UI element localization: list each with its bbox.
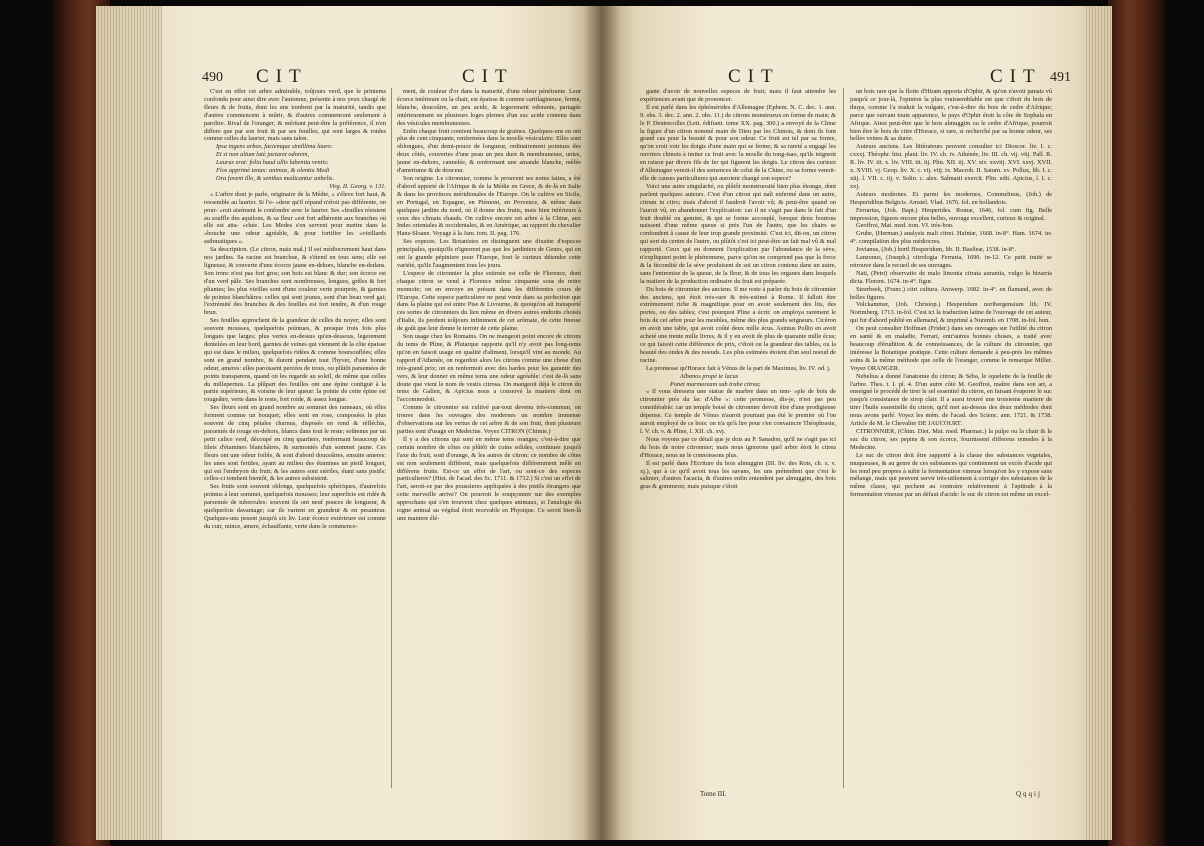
paragraph: Son origine. Le citronnier, comme le prouvent ses noms latins, a été d'abord apporté de l'Afrique & de la Médie en Grece, & de-là en Italie & dans les provinces méridionales de l'Europe. On le cultive en Sicile, en Portugal, en Espagne, en Piémont, en Provence, & même dans quelques jardins du nord, où il donne des fruits, mais bien inférieurs à ceux des climats chauds. On cultive encore cet arbre à la Chine, aux Indes orientales & occidentales, & en Amérique, au rapport du chevalier Hans-Sloane. Voyage à la Jam. tom. II. pag. 176. — [397, 174, 581, 238]
footer-volume: Tome III. — [700, 790, 727, 798]
paragraph: Nebelius a donné l'anatomie du citron; & Seba, le squelette de la feuille de l'arbre. Thes. t. I. pl. 4. D'un autre côté M. Geoffroi, maître dans son art, a enseigné le procédé de tirer le sel essentiel du citron, en faisant évaporer le suc jusqu'à consistance de sirop clair. Il a aussi trouvé une troisieme maniere de tirer l'huile essentielle du citron, qu'il met au-dessus des deux méthodes dont nous avons parlé. Voyez les mém. de l'acad. des Scienc. ann. 1721. & 1738. Article de M. le Chevalier DE JAUCOURT. — [850, 372, 1052, 428]
bibliography-entry: Ferrarius, (Joh. Bapt.) Hesperides. Romæ, 1646, fol. cum fig. Belle impression, figures encore plus belles, ouvrage excellent, curieux & original. — [850, 206, 1052, 222]
bibliography-entry: Jovianus, (Joh.) hortl Hesperidum, lib. II. Basileæ, 1538. in-8°. — [856, 246, 1017, 254]
paragraph: « Il vous dressera une statue de marbre dans un tem- »ple de bois de citronnier près du lac d'Albe »: cette promesse, dis-je, n'est pas peu considérable: car un temple boisé de citronnier devoit être d'une prodigieuse dépense. Ce temple de Vénus n'auroit pourtant pas été le premier où l'on auroit employé de ce bois: on n'a qu'à lire pour s'en convaincre Théophraste, l. V. ch. v. & Pline, l. XII. ch. xvj. — [640, 388, 836, 435]
paragraph: Le suc de citron doit être rapporté à la classe des substances vegetales, muqueuses, & au genre de ces substances qui contiennent un excès d'acide qui les rend peu propres à subir la fermentation vineuse lorsqu'on les y expose sans mélange, mais qui peuvent servir très-utilement à corriger des substances de la même classe, qui pechent au contraire relativement à l'aptitude à la fermentation vineuse par un défaut d'acide: le suc de citron est même un excel- — [850, 451, 1052, 499]
page-stack-edge-right — [1084, 6, 1112, 840]
verse-line: Et si non alium latè jactaret odorem, — [216, 151, 310, 159]
paragraph: Ses fruits sont souvent oblongs, quelquefois sphériques, d'autrefois pointus à leur sommet, quelquefois mousses; leur superficie est ridée & parsemée de tubercules: souvent ils ont neuf pouces de longueur, & quelquefois davantage; car ils varient en grandeur & en pesanteur. Quelques-uns pesent jusqu'à six liv. Leur écorce extérieure est comme du cuir, mince, amere, échauffante, verte dans le commence- — [204, 483, 386, 530]
paragraph: Enfin chaque fruit contient beaucoup de graines. Quelques-uns en ont plus de cent cinquante, renfermées dans la moelle vésiculaire. Elles sont oblongues, d'un demi-pouce de longueur, ordinairement pointues des deux côtés, couvertes d'une peau un peu dure & membraneuse, unies, jaune en-dehors, cannelée, & renfermant une amande blanche, mêlée d'amertume & de douceur. — [397, 127, 581, 175]
paragraph: ment, de couleur d'or dans la maturité, d'une odeur pénétrante. Leur écorce intérieure ou la chair, est épaisse & comme cartilagineuse, ferme, blanche, douceâtre, un peu acide, & legerement odorante, partagée intérieurement en plusieurs loges pleines d'un suc acide contenu dans des vésicules membraneuses. — [397, 88, 581, 127]
right-page-column-1 — [640, 88, 836, 788]
paragraph: Il est parlé dans les éphémérides d'Allemagne (Ephem. N. C. dec. 1. ann. 9. obs. 3. dec. 2. ann. 2. obs. 11.) de citrons monstrueux en forme de main; & le P. Dentrecolles (Lett. édifiant. tome XX. pag. 300.) a envoyé de la Chine la figure d'un citron nommé main de Dieu par les Chinois, & dont ils font grand cas pour la beauté & pour son odeur. Ce fruit est tel par sa forme, qu'on croit voir les doigts d'une main qui se ferme; & sa rareté a engagé les ouvriers chinois à imiter ce fruit avec la moelle du tong-tsao, qu'ils teignent en raison par divers fils de fer qui figurent les doigts. Le citron des curieux d'Allemagne venoit-il des semences de celui de la Chine, ou sa forme venoit-elle de causes particulieres qui auroient changé son espece? — [640, 103, 836, 182]
right-page-column-2 — [850, 88, 1052, 788]
signature-mark: Qqqij — [1016, 790, 1042, 798]
column-rule-right — [843, 88, 844, 788]
paragraph: CITRONNIER, (Chim. Diet. Mat. med. Pharmac.) la pulpe ou la chair & le suc du citron, ses pepins & son écorce, fournissent differens remedes à la Medecine. — [850, 427, 1052, 451]
bibliography-entry: Nati, (Petri) observatio de malo limonia citrata aurantia, vulgo la bizarria dicta. Florent. 1674. in-4°. figur. — [850, 269, 1052, 285]
paragraph: Ses fleurs sont en grand nombre au sommet des rameaux, où elles forment comme un bouquet; elles sont en rose, composées le plus souvent de cinq pétales charnus, disposés en rond & réfléchis, parsemés de rouge en-dehors, blancs dans tout le reste; soûtenus par un petit calice verd, découpé en cinq quartiers, renfermant beaucoup de filets d'étamines blanchâtres, & surmontés d'un sommet jaune. Ces fleurs ont une odeur foible, & sont d'abord douceâtres, ensuite ameres: les unes sont fertiles, ayant au milieu des étamines un pistil longuet, qui est l'embryon du fruit; & les autres sont stériles, étant sans pistils: celles-ci tombent bientôt, & les autres subsistent. — [204, 404, 386, 483]
paragraph: Il y a des citrons qui sont en même tems oranges; c'est-à-dire que certain nombre de côtes ou plûtôt de coins solides, continues jusqu'à l'axe du fruit, sont d'orange, & les autres de citron: ce nombre de côtes est non seulement différent, mais quelquefois différemment mêlé en différens fruits. Est-ce un effet de l'art, ou sont-ce des especes particulieres? (Hist. de l'acad. des Sc. 1711. & 1712.) Si c'est un effet de l'art, seroit-ce par des poussieres appliquées à des pistils étrangers que cette merveille arrive? On pourroit le soupçonner sur des exemples approchans qui s'en trouvent chez quelques animaux, si l'analogie du regne animal au végétal étoit recevable en Physique. Ce seroit bien-là une maniere élé- — [397, 435, 581, 522]
page-stack-edge-left — [96, 6, 162, 840]
bibliography-entry: Grube, (Herman.) analysis mali citrei. Hafniæ, 1668. in-8°. Ham. 1674. in-4°. compilation des plus médiocres. — [850, 230, 1052, 246]
running-head-left-2: CIT — [462, 66, 514, 87]
running-head-right-1: CIT — [728, 66, 780, 87]
running-head-right-2: CIT — [990, 66, 1042, 87]
verse-line: Laurus erat: folia haud ullis labentia ventis: — [216, 159, 329, 167]
book-gutter — [584, 6, 620, 840]
paragraph: Voici une autre singularité, ou plûtôt monstruosité bien plus étrange, dont parlent quelques auteurs. C'est d'un citron qui naît enfermé dans un autre, citrum in citro; mais d'abord il faudroit l'avoir vû; & peut-être quand on l'auroit vû, en abandonner l'explication: car il ne s'agit pas dans le fait d'un fruit doublé ou geminé, & qui se forme accouplé, lorsque deux boutons naissent d'une même queue si près l'un de l'autre, que les chairs se confondent à cause de leur trop grande proximité. C'est ici, dit-on, un citron qui sort du centre de l'autre, ou plûtôt c'est ici peut-être un fait mal vû & mal rapporté. Ceux qui en donnent l'explication par l'abondance de la séve, n'expliquent point le phénomene, parce qu'on ne comprend pas que la force & la fécondité de la séve produisent de soi un citron contenu dans un autre, sans l'entremise de la queue, de la fleur, & de tous les organes dans lesquels la matiere de la production ordinaire du fruit est préparée. — [640, 182, 836, 285]
running-head-left-1: CIT — [256, 66, 308, 87]
verse-line: Albanos propè te lacus — [680, 372, 739, 380]
paragraph: Auteurs anciens. Les littérateurs peuvent consulter ici Dioscor. liv. I. c. cxxxj. Théophr. hist. plant. liv. IV. ch. iv. Athénée, liv. III. ch. vij. viij. Pall. R. R. liv. IV. tit. x. liv. VIII. tit. iij. Plin. XII. iij. XV. xiv. xxviij. XVI. xxvj. XVII. x. XVIII. vj. Geop. liv. X. c. vij. viij. ix. Macrob. II. Saturn. xv. Pollux, lib. I. c. xiij. l. VII. c. iij. v. Solin. c. alex. Salmasii exercit. Plin. edit. Apicius, l. I. c. xxj. — [850, 143, 1052, 190]
page-number-right: 491 — [1050, 70, 1071, 85]
verse-line: Ora fovent illo, & senibus medicantur anhelis. — [216, 174, 335, 182]
left-page-column-2 — [397, 88, 581, 788]
paragraph: Il est parlé dans l'Ecriture du bois almuggim (III. liv. des Rois, ch. x. v. xj.), qui à ce qu'il avoit tous les savans, les uns prétendent que c'est le salinier, d'autres l'acacia, & d'autres enfin entendent par almuggim, des bois gras & gommeux; mais puisque c'étoit — [640, 459, 836, 491]
paragraph: Nous voyons par ce détail que je dois au P. Sanadon, qu'il ne s'agit pas ici du bois de notre citronnier; mais nous ignorons quel arbre étoit le citrea d'Horace, nous ne le connoissons plus. — [640, 435, 836, 459]
paragraph: gante d'avoir de nouvelles especes de fruit; mais il faut attendre les expériences avant que de prononcer. — [640, 88, 836, 103]
column-rule-left — [391, 88, 392, 788]
bibliography-entry: Lanzonus, (Joseph.) citrologia Ferraria, 1690. in-12. Ce petit traité se retrouve dans le recueil de ses ouvrages. — [850, 254, 1052, 269]
verse-citation: Virg. II. Georg. v. 131. — [329, 182, 386, 190]
book-cover-right — [1108, 0, 1166, 846]
bibliography-entry: Geoffroi, Mat. med. tom. VI. très-bon. — [856, 222, 954, 230]
paragraph: Ses especes. Les Botanistes en distinguent une dixaine d'especes principales, quoiqu'ils n'ignorent pas que les jardiniers de Genes, qui en ont la grande pépiniere pour l'Europe, font le curieux détendre cette variété, qu'ils l'augmentent tous les jours. — [397, 238, 581, 269]
paragraph: Sa description. (Le citron, mais mal.) Il est médiocrement haut dans nos jardins. Sa racine est branchue, & s'étend en tous sens; elle est ligneuse, & couverte d'une écorce jaune en-dehors, blanche en-dedans. Son tronc n'est pas fort gros; son bois est blanc & dur; son écorce est d'un verd pâle. Ses branches sont nombreuses, longues, grêles & fort pliantes; les plus vieilles sont d'une couleur verte pourprée, & garnies de pointes blanchâtres: celles qui sont jeunes, sont d'un beau verd gai; l'extrémité des branches & des feuilles est fort tendre, & d'un rouge brun. — [204, 246, 386, 317]
page-number-left: 490 — [202, 70, 223, 85]
paragraph: Son usage chez les Romains. On ne mangeoit point encore de citrons du tems de Pline, & Plutarque rapporte qu'il n'y avoit pas long-tems qu'on en faisoit usage en qualité d'aliment, lorsqu'il vint au monde. Au rapport d'Athenée, on regardoit alors les citrons comme une chose d'un très-grand prix; on en renfermoit avec des hardes pour les garantir des vers, & leur donner en même tems une odeur agréable: c'est de-là sans doute que vient le nom de vestis citrosa. On mangeoit déjà le citron du tems de Galien, & Apicius nous a conservé la maniere dont on l'accommodoit. — [397, 333, 581, 404]
paragraph: La promesse qu'Horace fait à Vénus de la part de Maximus, liv. IV. od. j. — [646, 364, 831, 372]
verse-line: Flos apprimè tenax: animas, & olentia Medi — [216, 167, 330, 175]
paragraph: C'est en effet cet arbre admirable, toûjours verd, que le printems confondu pour ainsi dire avec l'automne, présente à nos yeux chargé de fleurs & de fruits, dont les uns tombent par la maturité, tandis que d'autres commencent à mûrir, & d'autres commencent seulement à paroître. Rival de l'oranger, & méritant peut-être la préférence, il n'en differe que par son fruit & par ses feuilles, qui sont larges & roides comme celles du laurier, mais sans talon. — [204, 88, 386, 143]
paragraph: Du bois de citronnier des anciens. Il me reste à parler du bois de citronnier des anciens, qui étoit très-rare & très-estimé à Rome. Il falloit être extrèmement riche & magnifique pour en avoir seulement des lits, des portes, ou des tables; c'est pourquoi Pline a écrit: on employa rarement le bois de cet arbre pour les meubles, même des plus grands seigneurs. Cicéron en avoit une table, qui avoit coûté deux mille écus. Asinius Pollio en avoit acheté une trente mille livres, & il y en avoit de plus de quarante mille écus; ce qui faisoit cette différence de prix, c'étoit ou la grandeur des tables, ou la beauté des ondes & des noeuds. Les plus estimées étoient d'un seul noeud de racine. — [640, 285, 836, 364]
paragraph: Ses feuilles approchent de la grandeur de celles du noyer; elles sont souvent mousses, quelquefois pointues, & presque trois fois plus longues que larges; plus vertes en-dessus qu'en-dessous, legerement dentelées en leur bord, garnies de veines qui viennent de la côte épaisse qui est dans le milieu, quelquefois ridées & comme boursouflées; elles sont en grand nombre, & durent pendant tout l'hyver, d'une bonne odeur, ameres: elles paroissent percées de trous, ou plûtôt parsemées de points transparens, quand on les regarde au soleil, de même que celles du millepertuis. La plûpart des feuilles ont une épine contiguë à la partie supérieure, & voisine de leur queue: la pointe de cette épine est rougeâtre, verte dans le reste, fort roide, & assez longue. — [204, 317, 386, 404]
bibliography-entry: Volckammer, (Joh. Christop.) Hesperidum noribergensium lib. IV. Norimberg. 1713. in-fol. C'est ici la traduction latine de l'ouvrage de cet auteur, qui fut d'abord publié en allemand, & imprimé à Nuremb. en 1708. in-fol. bon. — [850, 301, 1052, 325]
paragraph: Comme le citronnier est cultivé par-tout devenu très-commun, on trouve dans les ouvrages des modernes un nombre immense d'observations sur les vertus de cet arbre & de son fruit, dont plusieurs parties sont d'usage en Medecine. Voyez CITRON (Chimie.) — [397, 404, 581, 435]
bibliography-entry: Steerbeek, (Franc.) citri cultura. Antwerp. 1682. in-4°. en flamand, avec de belles figures. — [850, 285, 1052, 301]
paragraph: On peut consulter Hoffman (Frider.) dans ses ouvrages sur l'utilité du citron en santé & en maladie, Ferrari, entr'autres bonnes choses, a traité avec beaucoup d'érudition & de connoissances, de la culture du citronnier, qui intéresse la Botanique pratique. Cette culture demande à peu-près les mêmes soins & la même méthode que celle de l'oranger, comme le remarque Miller. Voyez ORANGER. — [850, 325, 1052, 372]
paragraph: « L'arbre dont je parle, originaire de la Médie, » s'éleve fort haut, & ressemble au laurier. Si l'o- »deur qu'il répand n'étoit pas différente, on pour- »roit aisément le confondre avec le laurier. Ses »feuilles résistent au souffle des aquilons, & sa fleur »est fort adhérente aux branches où elle est atta- »chée. Les Medes s'en servent pour mettre dans la »bouche une odeur agréable, & pour fortifier les »vieillards asthmatiques ». — [204, 190, 386, 246]
paragraph: L'espece de citronnier la plus estimée est celle de Florence, dont chaque citron se vend à Florence même cinquante sous de notre monnoie; on en envoye en présent dans les différentes cours de l'Europe. Cette espece particuliere ne peut venir dans sa perfection que dans la plaine qui est entre Pise & Livourne, & quoiqu'on ait transporté ces sortes de citronniers du lieu même en divers autres endroits choisis d'Italie, ils perdent toûjours infiniment de cet arômate, de cette finesse de goût que leur donne le terroir de cette plaine. — [397, 269, 581, 333]
verse-line: Ponet marmoream sub trabe citrea; — [670, 380, 761, 388]
paragraph: un bois rare que la flotte d'Hiram apporta d'Ophir, & qu'on n'avoit jamais vû jusqu'à ce jour-là, l'opinion la plus vraissemblable est que c'étoit du bois de thuya, comme l'a traduit la vulgate, c'est-à-dire du bois de cedre d'Afrique; parce que suivant toute apparence, le pays d'Ophir étoit la côte de Sophala en Afrique. Ainsi peut-être que le bois almuggim ou le cedre d'Afrique, pourroit bien être le bois de citre d'Horace, si rare, si recherché par sa bonne odeur, ses belles veines & sa durée. — [850, 88, 1052, 143]
left-page-column-1 — [204, 88, 386, 788]
paragraph: Auteurs modernes. Et parmi les modernes, Commelinus, (Joh.) de Hesperidibus Belgicis. Amstel. Vlad. 1676. fol. en hollandois. — [850, 190, 1052, 206]
verse-line: Ipsa ingens arbos, faciemque simillima lauro: — [216, 143, 333, 151]
